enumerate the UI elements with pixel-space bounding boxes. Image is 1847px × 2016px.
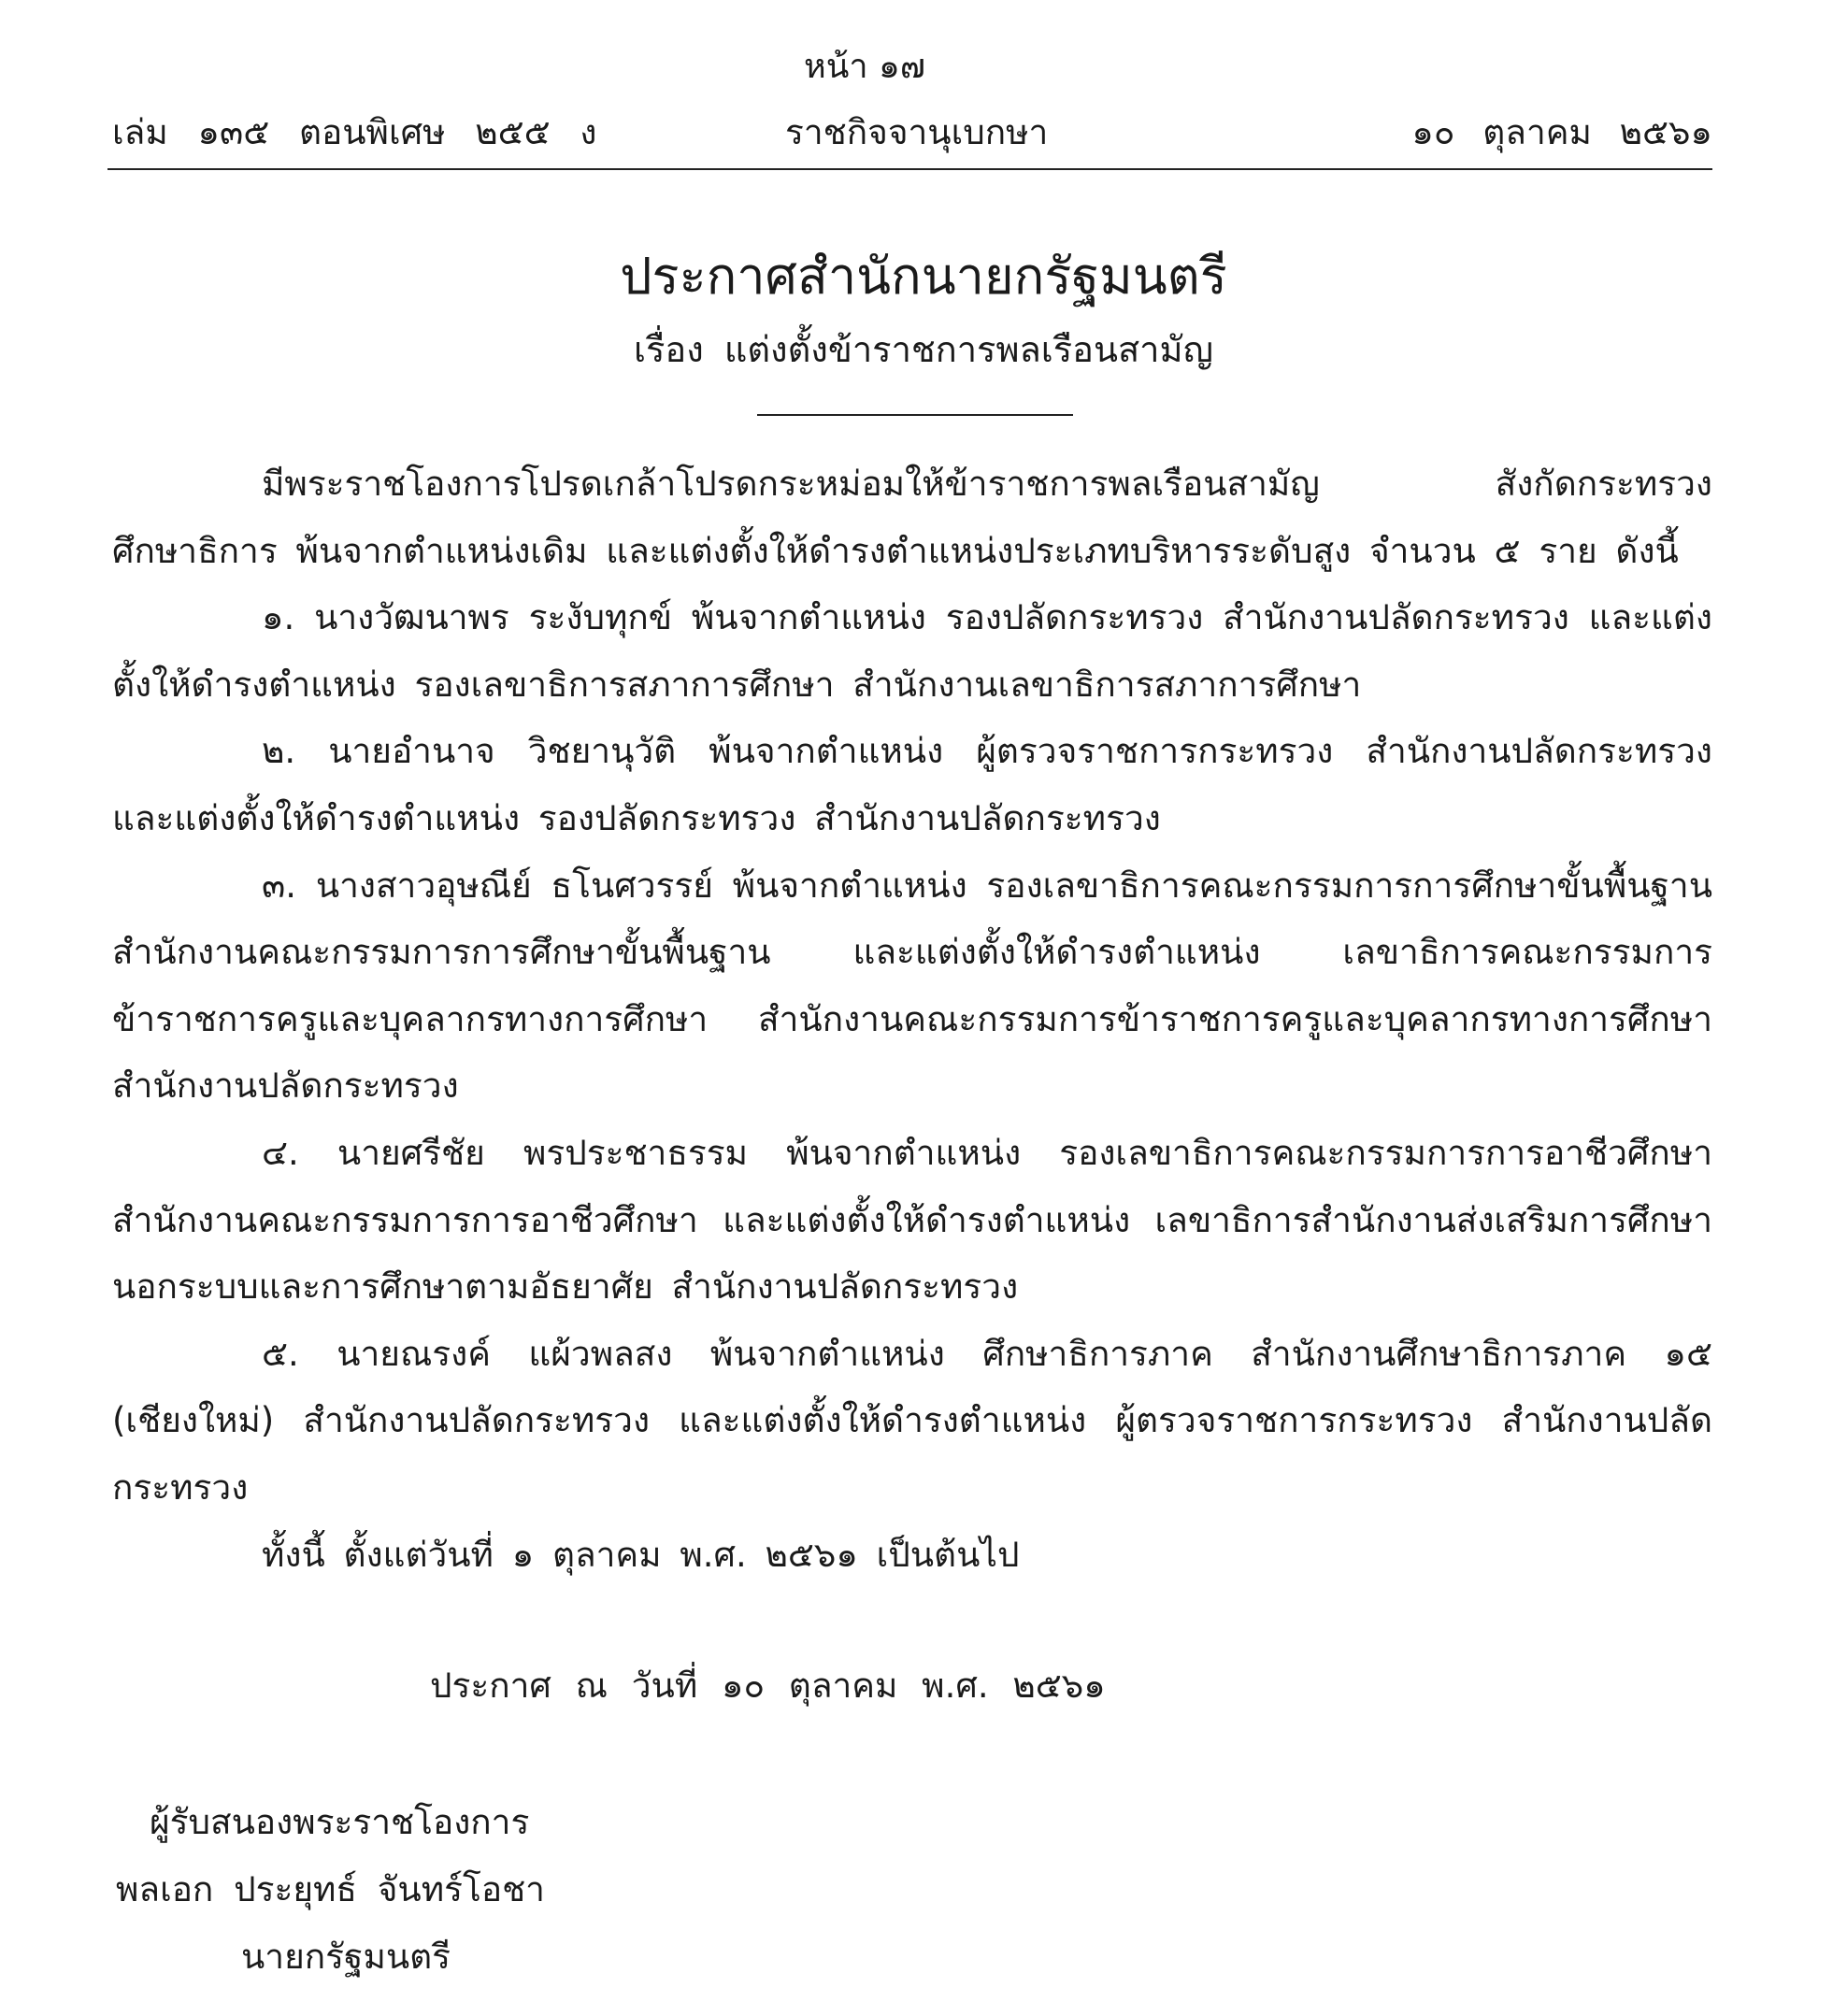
countersign-label: ผู้รับสนองพระราชโองการ <box>150 1802 530 1842</box>
appointment-item-5: ๕. นายณรงค์ แผ้วพลสง พ้นจากตำแหน่ง ศึกษาธิการภาค สำนักงานศึกษาธิการภาค ๑๕ (เชียงใหม่) สำนักงานปลัดกระทรวง และแต่งตั้งให้ดำรงตำแหน่ง ผู้ตรวจราชการกระทรวง สำนักงานปลัดกระทรวง <box>112 1333 1712 1508</box>
announcement-title: ประกาศสำนักนายกรัฐมนตรี <box>620 247 1227 306</box>
signatory-title: นายกรัฐมนตรี <box>241 1937 451 1977</box>
announcement-date: ประกาศ ณ วันที่ ๑๐ ตุลาคม พ.ศ. ๒๕๖๑ <box>430 1666 1106 1706</box>
title-divider <box>757 414 1073 416</box>
intro-paragraph: มีพระราชโองการโปรดเกล้าโปรดกระหม่อมให้ข้าราชการพลเรือนสามัญ สังกัดกระทรวงศึกษาธิการ พ้นจากตำแหน่งเดิม และแต่งตั้งให้ดำรงตำแหน่งประเภทบริหารระดับสูง จำนวน ๕ ราย ดังนี้ <box>112 464 1712 571</box>
appointment-item-3: ๓. นางสาวอุษณีย์ ธโนศวรรย์ พ้นจากตำแหน่ง รองเลขาธิการคณะกรรมการการศึกษาขั้นพื้นฐาน สำนักงานคณะกรรมการการศึกษาขั้นพื้นฐาน และแต่งตั้งให้ดำรงตำแหน่ง เลขาธิการคณะกรรมการข้าราชการครูและบุคลากรทางการศึกษา สำนักงานคณะกรรมการข้าราชการครูและบุคลากรทางการศึกษา สำนักงานปลัดกระทรวง <box>112 865 1712 1107</box>
signatory-name: พลเอก ประยุทธ์ จันทร์โอชา <box>116 1869 545 1909</box>
header-divider <box>107 168 1712 170</box>
announcement-subject: เรื่อง แต่งตั้งข้าราชการพลเรือนสามัญ <box>634 329 1213 370</box>
header-date: ๑๐ ตุลาคม ๒๕๖๑ <box>1411 112 1712 152</box>
gazette-header <box>112 108 1712 157</box>
page-number: หน้า ๑๗ <box>804 48 925 86</box>
appointment-item-1: ๑. นางวัฒนาพร ระงับทุกข์ พ้นจากตำแหน่ง รองปลัดกระทรวง สำนักงานปลัดกระทรวง และแต่งตั้งให้ดำรงตำแหน่ง รองเลขาธิการสภาการศึกษา สำนักงานเลขาธิการสภาการศึกษา <box>112 597 1712 705</box>
appointment-item-4: ๔. นายศรีชัย พรประชาธรรม พ้นจากตำแหน่ง รองเลขาธิการคณะกรรมการการอาชีวศึกษา สำนักงานคณะกรรมการการอาชีวศึกษา และแต่งตั้งให้ดำรงตำแหน่ง เลขาธิการสำนักงานส่งเสริมการศึกษานอกระบบและการศึกษาตามอัธยาศัย สำนักงานปลัดกระทรวง <box>112 1132 1712 1308</box>
appointment-item-2: ๒. นายอำนาจ วิชยานุวัติ พ้นจากตำแหน่ง ผู้ตรวจราชการกระทรวง สำนักงานปลัดกระทรวง และแต่งตั้งให้ดำรงตำแหน่ง รองปลัดกระทรวง สำนักงานปลัดกระทรวง <box>112 731 1712 838</box>
volume-issue: เล่ม ๑๓๕ ตอนพิเศษ ๒๕๕ ง <box>112 112 597 152</box>
effective-date-paragraph: ทั้งนี้ ตั้งแต่วันที่ ๑ ตุลาคม พ.ศ. ๒๕๖๑ เป็นต้นไป <box>262 1534 1020 1575</box>
announcement-body <box>112 450 1712 1588</box>
gazette-name: ราชกิจจานุเบกษา <box>785 112 1049 152</box>
